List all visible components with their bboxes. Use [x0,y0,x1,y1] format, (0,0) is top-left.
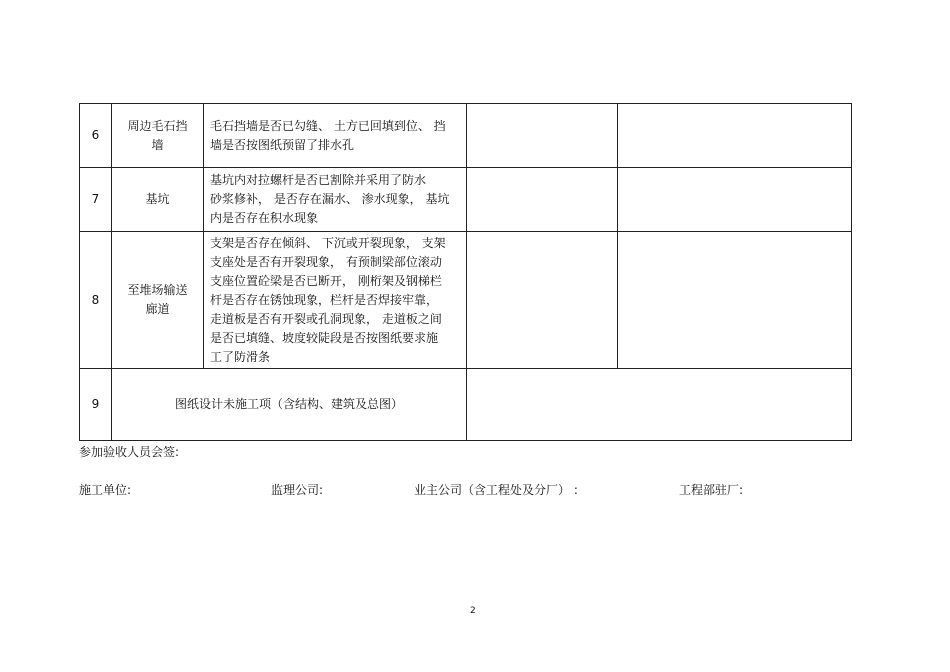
unbuilt-items-result-cell [467,369,852,441]
supervision-company-label: 监理公司: [271,483,324,497]
inspection-content [204,232,467,369]
remarks-cell [618,232,852,369]
result-cell [467,168,618,232]
table-row [80,232,852,369]
remarks-cell [618,168,852,232]
inspection-content [204,104,467,168]
signoff-label: 参加验收人员会签: [79,445,180,459]
inspection-item [112,168,204,232]
inspection-content [204,168,467,232]
inspection-content-text: 毛石挡墙是否已勾缝、 土方已回填到位、 挡 墙是否按图纸预留了排水孔 [210,118,446,152]
construction-unit-label: 施工单位: [79,483,132,497]
row-number: 6 [80,104,112,168]
inspection-item-text: 至堆场输送 廊道 [127,283,188,316]
row-number: 7 [80,168,112,232]
owner-company-label: 业主公司（含工程处及分厂） : [414,483,578,497]
inspection-item-text: 周边毛石挡 墙 [127,118,188,152]
engineering-dept-label: 工程部驻厂: [679,483,744,497]
inspection-item-text: 基坑 [145,192,170,206]
row-number: 8 [80,232,112,369]
unbuilt-items-label: 图纸设计未施工项（含结构、建筑及总图） [112,369,467,441]
remarks-cell [618,104,852,168]
inspection-content-text: 支架是否存在倾斜、 下沉或开裂现象， 支架 支座处是否有开裂现象， 有预制梁部位滚动 支座位置砼梁是否已断开， 刚桁架及钢梯栏 杆是否存在锈蚀现象，栏杆是否焊接牢靠， 走道板是否有开裂或孔洞现象， 走道板之间 是否已填缝、坡度较陡段是否按图纸要求施 工了防滑条 [210,235,446,364]
page-number: 2 [470,606,476,616]
inspection-item [112,232,204,369]
row-number: 9 [80,369,112,441]
table-row [80,168,852,232]
table-row [80,369,852,441]
result-cell [467,104,618,168]
inspection-table [79,103,852,441]
inspection-item [112,104,204,168]
inspection-content-text: 基坑内对拉螺杆是否已割除并采用了防水 砂浆修补， 是否存在漏水、 渗水现象， 基坑 内是否存在积水现象 [210,173,450,225]
table-row [80,104,852,168]
result-cell [467,232,618,369]
